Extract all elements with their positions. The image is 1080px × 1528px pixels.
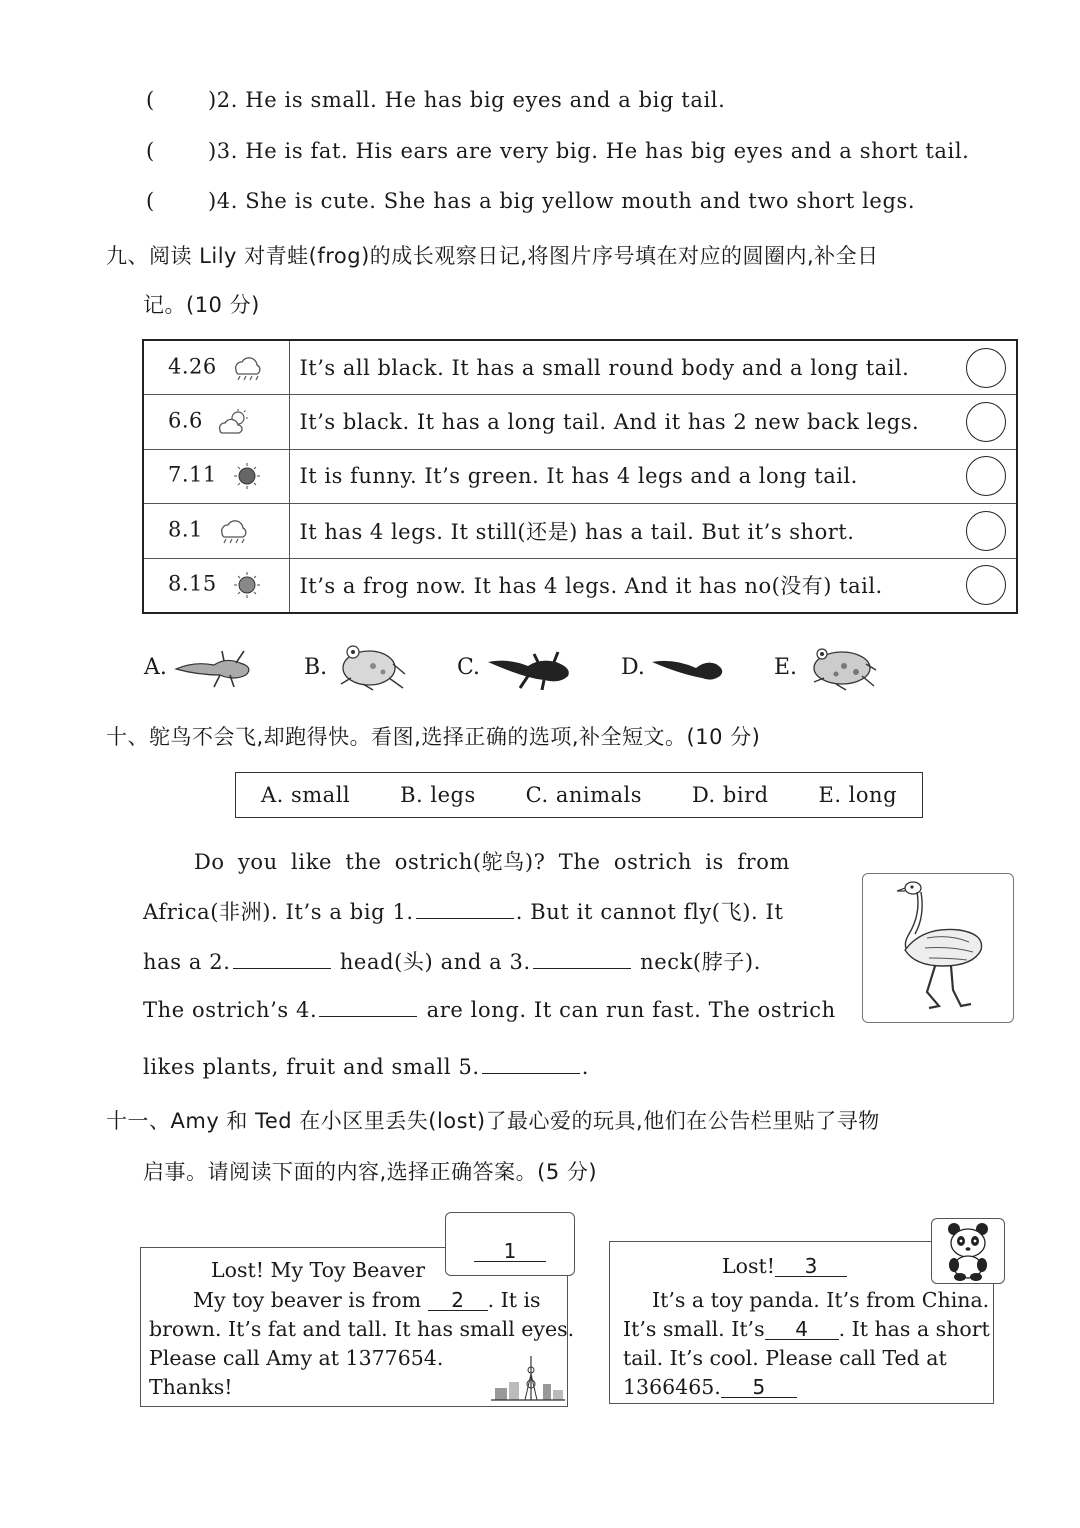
panda-picture-frame — [931, 1218, 1005, 1284]
answer-paren[interactable]: ( — [146, 88, 155, 112]
word-option: B. legs — [400, 783, 476, 807]
date-label: 8.15 — [168, 571, 217, 596]
answer-paren[interactable]: ( — [146, 139, 155, 163]
table-row — [143, 449, 1017, 503]
answer-paren[interactable]: ( — [146, 189, 155, 213]
notice-line: Please call Amy at 1377654. — [149, 1346, 444, 1370]
passage-text: has a 2. — [143, 950, 231, 974]
section9-title-line2: 记。(10 分) — [143, 293, 260, 317]
answer-circle[interactable] — [966, 456, 1006, 496]
word-option: C. animals — [525, 783, 643, 807]
passage-text: are long. It can run fast. The ostrich — [426, 998, 836, 1022]
answer-circle[interactable] — [966, 565, 1006, 605]
blank-5[interactable] — [482, 1053, 580, 1074]
judge-item-4 — [146, 189, 915, 213]
option-d-label: D. — [621, 655, 645, 680]
description-cell: It’s black. It has a long tail. And it has 2 new back legs. — [289, 395, 956, 449]
date-label: 7.11 — [168, 462, 217, 487]
date-label: 8.1 — [168, 517, 203, 542]
answer-circle[interactable] — [966, 348, 1006, 388]
answer-blank-2[interactable]: 2 — [428, 1290, 488, 1311]
passage-text: The ostrich’s 4. — [143, 998, 318, 1022]
answer-cell — [956, 504, 1017, 558]
rain-cloud-icon — [230, 354, 264, 382]
table-row — [143, 558, 1017, 613]
young-frog-image — [802, 640, 878, 696]
passage-line-5 — [143, 1053, 589, 1079]
notice-line: Thanks! — [149, 1375, 233, 1399]
table-row — [143, 340, 1017, 395]
adult-frog-image — [333, 638, 407, 696]
tadpole-image — [650, 652, 726, 686]
judge-text: )3. He is fat. His ears are very big. He has big eyes and a short tail. — [208, 139, 970, 163]
date-cell — [143, 395, 289, 449]
answer-blank-1[interactable]: 1 — [474, 1241, 546, 1262]
passage-line-3 — [143, 946, 761, 976]
description-cell: It is funny. It’s green. It has 4 legs and a long tail. — [289, 449, 956, 503]
option-e-label: E. — [774, 655, 798, 680]
passage-line-2 — [143, 896, 783, 926]
tadpole-four-legs-image — [484, 648, 574, 690]
notice-text: . It is — [487, 1288, 541, 1312]
description-cell: It’s a frog now. It has 4 legs. And it has no(没有) tail. — [289, 558, 956, 613]
section10-title: 十、鸵鸟不会飞,却跑得快。看图,选择正确的选项,补全短文。(10 分) — [106, 725, 761, 749]
sun-icon — [230, 462, 264, 490]
sun-icon — [230, 571, 264, 599]
answer-cell — [956, 395, 1017, 449]
blank-3[interactable] — [533, 948, 631, 969]
word-option: A. small — [260, 783, 351, 807]
notice-text: . It has a short — [838, 1317, 990, 1341]
judge-text: )4. She is cute. She has a big yellow mouth and two short legs. — [208, 189, 916, 213]
passage-text: head(头) and a 3. — [339, 950, 531, 974]
answer-blank-5[interactable]: 5 — [721, 1377, 797, 1398]
date-label: 4.26 — [168, 354, 217, 379]
tadpole-front-legs-image — [174, 645, 258, 691]
judge-text: )2. He is small. He has big eyes and a big tail. — [208, 88, 726, 112]
judge-item-3 — [146, 139, 969, 163]
passage-line-1: Do you like the ostrich(鸵鸟)? The ostrich is from — [194, 850, 790, 874]
section11-title-line2: 启事。请阅读下面的内容,选择正确答案。(5 分) — [143, 1160, 598, 1184]
notice-line — [623, 1315, 990, 1344]
answer-blank-3[interactable]: 3 — [775, 1256, 847, 1277]
date-cell — [143, 504, 289, 558]
option-c-label: C. — [457, 655, 481, 680]
section11-title-line1: 十一、Amy 和 Ted 在小区里丢失(lost)了最心爱的玩具,他们在公告栏里贴了寻物 — [106, 1109, 880, 1133]
city-skyline-image — [491, 1354, 565, 1404]
word-option: D. bird — [691, 783, 769, 807]
notice-line: tail. It’s cool. Please call Ted at — [623, 1346, 947, 1370]
date-cell — [143, 449, 289, 503]
passage-line-4 — [143, 996, 836, 1022]
notice-text: Lost! — [722, 1254, 775, 1278]
word-bank — [235, 772, 923, 818]
passage-text: . — [581, 1055, 589, 1079]
judge-item-2 — [146, 88, 725, 112]
answer-cell — [956, 558, 1017, 613]
passage-text: . But it cannot fly(飞). It — [515, 900, 784, 924]
ostrich-image — [863, 874, 1013, 1022]
rain-cloud-icon — [216, 517, 250, 545]
date-label: 6.6 — [168, 408, 203, 433]
panda-image — [932, 1219, 1004, 1283]
answer-circle[interactable] — [966, 402, 1006, 442]
notice-number-tab — [445, 1212, 575, 1276]
frog-diary-table — [142, 339, 1018, 614]
blank-4[interactable] — [319, 996, 417, 1017]
date-cell — [143, 340, 289, 395]
word-option: E. long — [818, 783, 898, 807]
option-a-label: A. — [144, 655, 167, 680]
notice-line — [623, 1373, 797, 1402]
notice-line — [193, 1286, 541, 1315]
notice-title — [722, 1252, 847, 1281]
table-row — [143, 504, 1017, 558]
notice-line: brown. It’s fat and tall. It has small eyes. — [149, 1317, 575, 1341]
answer-cell — [956, 340, 1017, 395]
option-b-label: B. — [304, 655, 328, 680]
passage-text: likes plants, fruit and small 5. — [143, 1055, 480, 1079]
blank-2[interactable] — [233, 948, 331, 969]
ostrich-picture-frame — [862, 873, 1014, 1023]
answer-blank-4[interactable]: 4 — [765, 1319, 839, 1340]
section9-title-line1: 九、阅读 Lily 对青蛙(frog)的成长观察日记,将图片序号填在对应的圆圈内,补全日 — [106, 244, 879, 268]
notice-title: Lost! My Toy Beaver — [211, 1258, 426, 1282]
notice-text: My toy beaver is from — [193, 1288, 422, 1312]
description-cell: It’s all black. It has a small round body and a long tail. — [289, 340, 956, 395]
notice-line: It’s a toy panda. It’s from China. — [652, 1288, 990, 1312]
date-cell — [143, 558, 289, 613]
description-cell: It has 4 legs. It still(还是) has a tail. But it’s short. — [289, 504, 956, 558]
answer-cell — [956, 449, 1017, 503]
notice-text: 1366465. — [623, 1375, 721, 1399]
sun-cloud-icon — [216, 408, 250, 436]
answer-circle[interactable] — [966, 511, 1006, 551]
passage-text: neck(脖子). — [640, 950, 761, 974]
table-row — [143, 395, 1017, 449]
blank-1[interactable] — [416, 898, 514, 919]
notice-text: It’s small. It’s — [623, 1317, 765, 1341]
passage-text: Africa(非洲). It’s a big 1. — [143, 900, 414, 924]
